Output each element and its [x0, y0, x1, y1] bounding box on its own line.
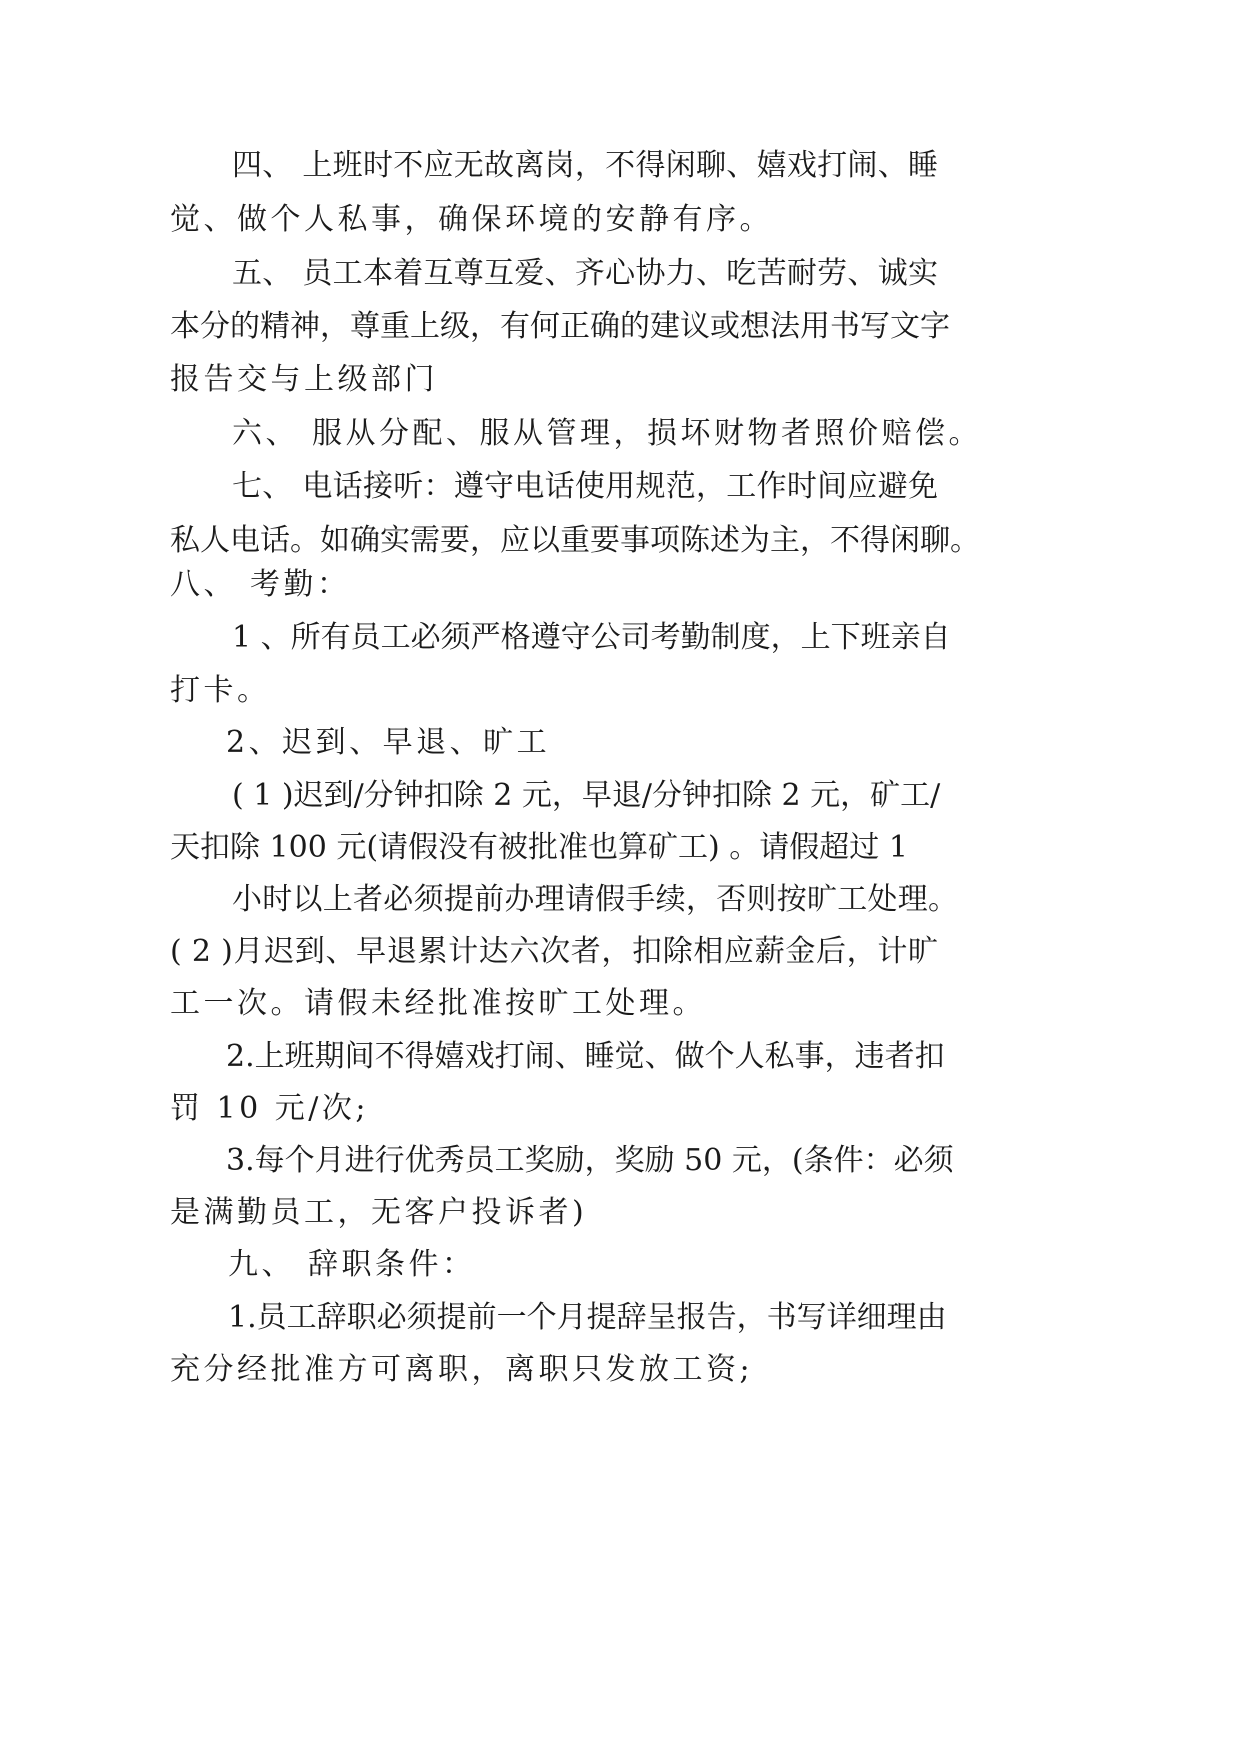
text-line: 七、 电话接听：遵守电话使用规范，工作时间应避免	[232, 469, 938, 504]
text-line: 九、 辞职条件：	[228, 1247, 476, 1282]
text-line: 小时以上者必须提前办理请假手续，否则按旷工处理。	[232, 882, 958, 917]
text-line: 本分的精神，尊重上级，有何正确的建议或想法用书写文字	[170, 309, 950, 344]
text-line: 充分经批准方可离职，离职只发放工资;	[170, 1352, 754, 1387]
text-line: 工一次。请假未经批准按旷工处理。	[170, 986, 706, 1021]
text-line: 3.每个月进行优秀员工奖励，奖励 50 元，(条件：必须	[226, 1143, 954, 1178]
text-line: 觉、做个人私事，确保环境的安静有序。	[170, 202, 773, 237]
text-line: 报告交与上级部门	[170, 362, 438, 397]
text-line: 罚 10 元/次;	[170, 1091, 369, 1126]
text-line: 2、迟到、早退、旷工	[226, 725, 551, 760]
text-line: 八、 考勤：	[170, 567, 351, 602]
text-line: 1 、所有员工必须严格遵守公司考勤制度，上下班亲自	[232, 620, 951, 655]
text-line: ( 2 )月迟到、早退累计达六次者，扣除相应薪金后，计旷	[170, 934, 938, 969]
text-line: 是满勤员工，无客户投诉者)	[170, 1195, 588, 1230]
text-line: 四、 上班时不应无故离岗，不得闲聊、嬉戏打闹、睡	[232, 148, 938, 183]
text-line: 天扣除 100 元(请假没有被批准也算矿工) 。请假超过 1	[170, 830, 908, 865]
text-line: 私人电话。如确实需要，应以重要事项陈述为主，不得闲聊。	[170, 523, 980, 558]
text-line: 五、 员工本着互尊互爱、齐心协力、吃苦耐劳、诚实	[232, 256, 938, 291]
text-line: 六、 服从分配、服从管理，损坏财物者照价赔偿。	[232, 416, 983, 451]
text-line: 1.员工辞职必须提前一个月提辞呈报告，书写详细理由	[228, 1300, 947, 1335]
text-line: 2.上班期间不得嬉戏打闹、睡觉、做个人私事，违者扣	[226, 1039, 945, 1074]
text-line: 打卡。	[170, 673, 271, 708]
text-line: ( 1 )迟到/分钟扣除 2 元，早退/分钟扣除 2 元，矿工/	[232, 778, 941, 813]
